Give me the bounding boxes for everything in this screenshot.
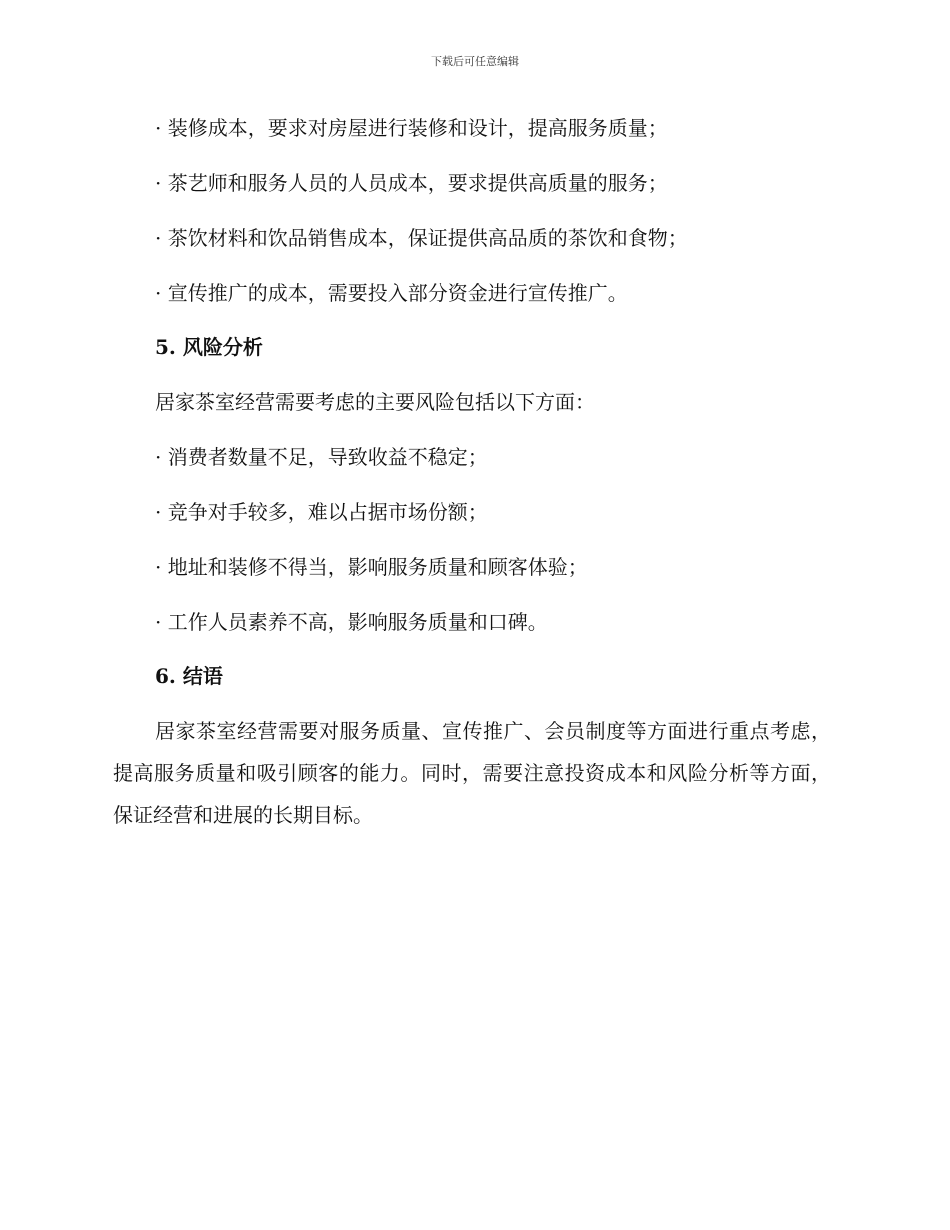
risk-item-location: · 地址和装修不得当，影响服务质量和顾客体验； bbox=[155, 555, 588, 579]
risk-intro: 居家茶室经营需要考虑的主要风险包括以下方面： bbox=[155, 390, 595, 414]
cost-item-renovation: · 装修成本，要求对房屋进行装修和设计，提高服务质量； bbox=[155, 116, 668, 140]
cost-item-promotion: · 宣传推广的成本，需要投入部分资金进行宣传推广。 bbox=[155, 281, 628, 305]
cost-item-staff: · 茶艺师和服务人员的人员成本，要求提供高质量的服务； bbox=[155, 171, 668, 195]
cost-item-materials: · 茶饮材料和饮品销售成本，保证提供高品质的茶饮和食物； bbox=[155, 226, 688, 250]
section-heading-risk: 5. 风险分析 bbox=[155, 335, 263, 359]
conclusion-paragraph: 居家茶室经营需要对服务质量、宣传推广、会员制度等方面进行重点考虑，提高服务质量和吸引顾客的能力。同时，需要注意投资成本和风险分析等方面，保证经营和进展的长期目标。 bbox=[113, 719, 831, 827]
risk-item-competition: · 竞争对手较多，难以占据市场份额； bbox=[155, 500, 488, 524]
risk-item-staff-quality: · 工作人员素养不高，影响服务质量和口碑。 bbox=[155, 610, 548, 634]
section-heading-conclusion: 6. 结语 bbox=[155, 664, 223, 688]
page-header: 下载后可任意编辑 bbox=[431, 55, 519, 68]
risk-item-consumers: · 消费者数量不足，导致收益不稳定； bbox=[155, 445, 488, 469]
